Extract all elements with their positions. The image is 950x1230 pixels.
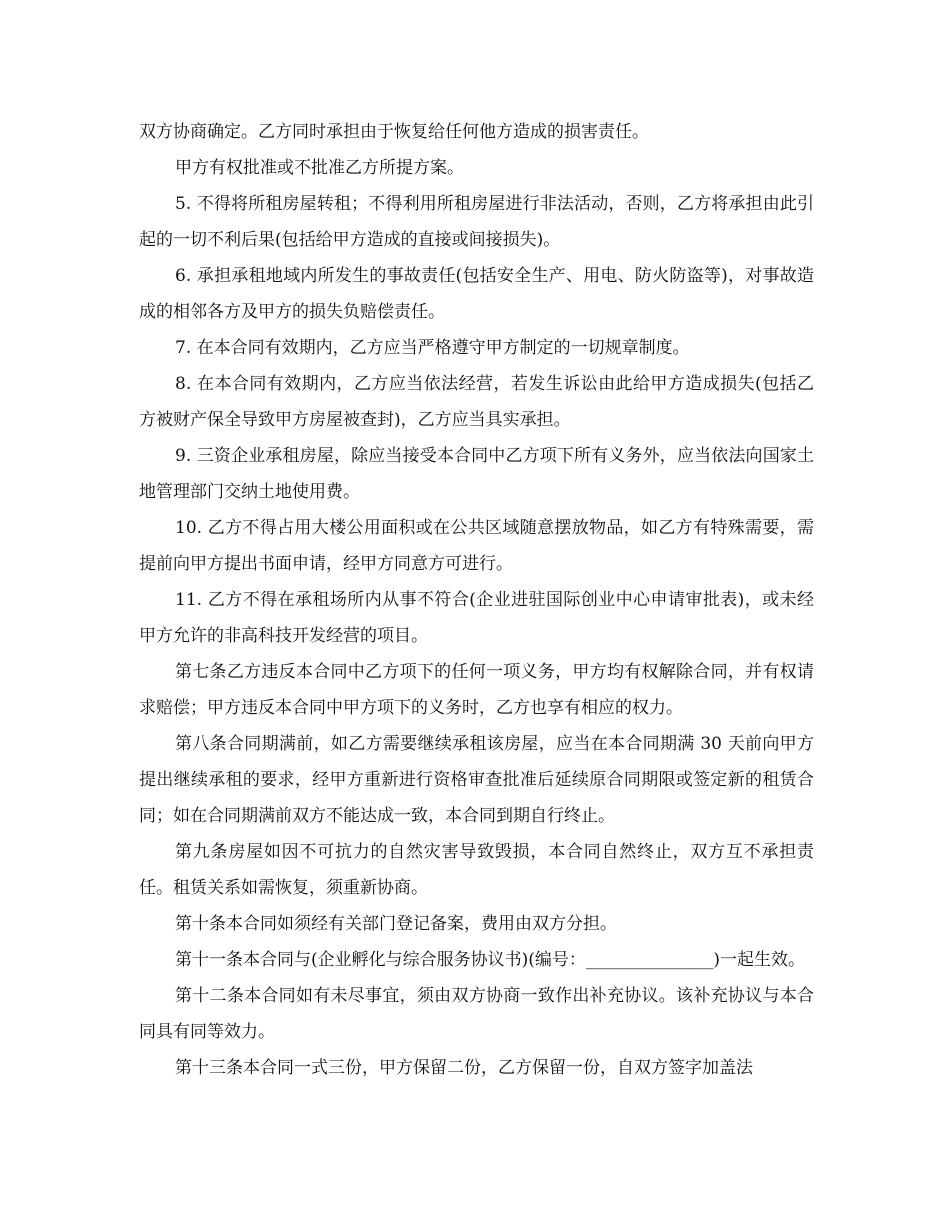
paragraph: 6. 承担承租地域内所发生的事故责任(包括安全生产、用电、防火防盗等)，对事故造成的相邻各方及甲方的损失负赔偿责任。 [139, 266, 814, 322]
document-body [139, 114, 814, 1086]
paragraph: 第十三条本合同一式三份，甲方保留二份，乙方保留一份，自双方签字加盖法 [175, 1058, 753, 1078]
paragraph: 甲方有权批准或不批准乙方所提方案。 [175, 158, 464, 178]
paragraph: 第九条房屋如因不可抗力的自然灾害导致毁损，本合同自然终止，双方互不承担责任。租赁关系如需恢复，须重新协商。 [139, 842, 814, 898]
paragraph: 8. 在本合同有效期内，乙方应当依法经营，若发生诉讼由此给甲方造成损失(包括乙方被财产保全导致甲方房屋被查封)，乙方应当具实承担。 [139, 374, 814, 430]
paragraph: 5. 不得将所租房屋转租；不得利用所租房屋进行非法活动，否则，乙方将承担由此引起的一切不利后果(包括给甲方造成的直接或间接损失)。 [139, 194, 814, 250]
paragraph: 7. 在本合同有效期内，乙方应当严格遵守甲方制定的一切规章制度。 [175, 338, 690, 358]
paragraph: 10. 乙方不得占用大楼公用面积或在公共区域随意摆放物品，如乙方有特殊需要，需提前向甲方提出书面申请，经甲方同意方可进行。 [139, 518, 814, 574]
paragraph: 双方协商确定。乙方同时承担由于恢复给任何他方造成的损害责任。 [139, 122, 649, 142]
paragraph: 11. 乙方不得在承租场所内从事不符合(企业进驻国际创业中心申请审批表)，或未经甲方允许的非高科技开发经营的项目。 [139, 590, 814, 646]
paragraph: 第十条本合同如须经有关部门登记备案，费用由双方分担。 [175, 914, 617, 934]
paragraph: 第八条合同期满前，如乙方需要继续承租该房屋，应当在本合同期满 30 天前向甲方提出继续承租的要求，经甲方重新进行资格审查批准后延续原合同期限或签定新的租赁合同；如在合同期满前双方不能达成一致，本合同到期自行终止。 [139, 734, 814, 826]
paragraph: 第十二条本合同如有未尽事宜，须由双方协商一致作出补充协议。该补充协议与本合同具有同等效力。 [139, 986, 814, 1042]
paragraph: 9. 三资企业承租房屋，除应当接受本合同中乙方项下所有义务外，应当依法向国家土地管理部门交纳土地使用费。 [139, 446, 814, 502]
paragraph: 第七条乙方违反本合同中乙方项下的任何一项义务，甲方均有权解除合同，并有权请求赔偿；甲方违反本合同中甲方项下的义务时，乙方也享有相应的权力。 [139, 662, 814, 718]
paragraph: 第十一条本合同与(企业孵化与综合服务协议书)(编号：_______________)一起生效。 [175, 950, 806, 970]
